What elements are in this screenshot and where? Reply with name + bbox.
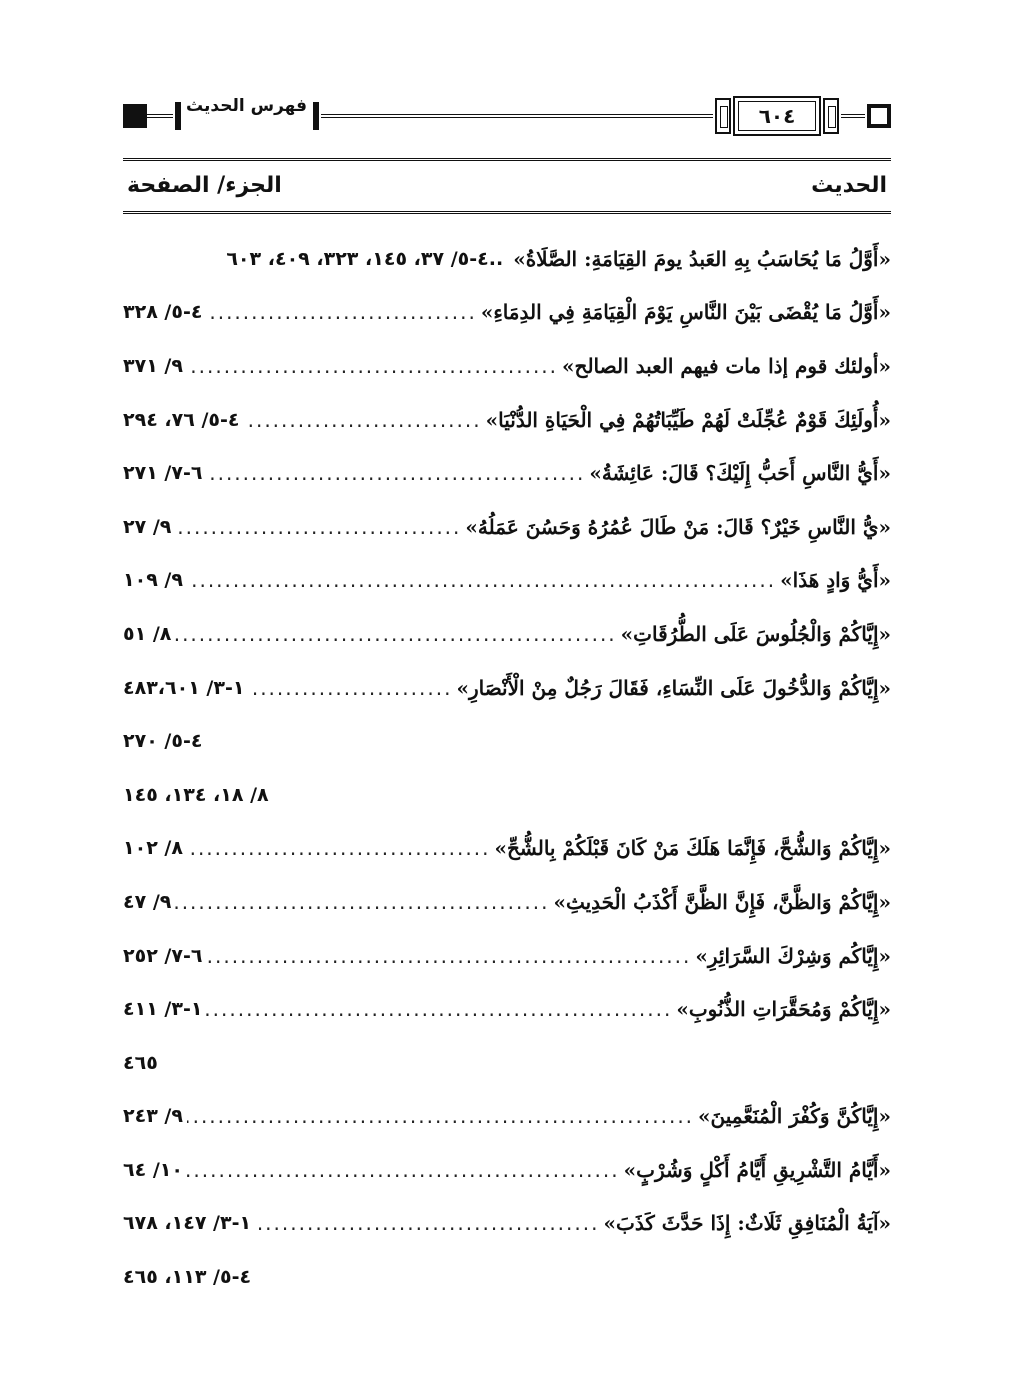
- volume-page-reference: ٤-٥/ ٧٦، ٢٩٤: [123, 408, 240, 431]
- column-volume-page-label: الجزء/ الصفحة: [127, 173, 282, 198]
- header-rule-right: [841, 114, 865, 118]
- hadith-text: «إِيَّاكُنَّ وَكُفْرَ الْمُنَعَّمِينَ»: [698, 1104, 891, 1129]
- column-hadith-label: الحديث: [811, 173, 887, 198]
- header-rule-middle: [321, 114, 713, 118]
- volume-page-reference: ٩/ ٤٧: [123, 890, 172, 913]
- index-entry: [123, 339, 891, 393]
- volume-page-reference: ٦-٧/ ٢٥٢: [123, 944, 203, 967]
- hadith-text: «أُولَئِكَ قَوْمٌ عُجِّلَتْ لَهُمْ طَيِّبَاتُهُمْ فِي الْحَيَاةِ الدُّنْيَا»: [485, 407, 891, 432]
- hadith-text: «أولئك قوم إذا مات فيهم العبد الصالح»: [562, 353, 891, 378]
- index-entry-continuation: [123, 1250, 891, 1304]
- volume-page-reference: ١-٣/ ٤١١: [123, 998, 203, 1021]
- index-entry: [123, 875, 891, 929]
- hadith-index-list: [123, 232, 891, 1304]
- index-entry: [123, 500, 891, 554]
- index-entry: [123, 661, 891, 715]
- leader-dots: [248, 677, 452, 699]
- hadith-text: «إِيَّاكُمْ وَالْجُلُوسَ عَلَى الطُّرُقَاتِ»: [620, 621, 891, 646]
- index-entry-continuation: [123, 768, 891, 822]
- index-entry: [123, 554, 891, 608]
- leader-dots: [255, 1212, 599, 1234]
- hadith-text: «إِيَّاكُمْ وَالظَّنَّ، فَإِنَّ الظَّنَّ أَكْذَبُ الْحَدِيثِ»: [553, 889, 891, 914]
- leader-dots: [206, 301, 476, 323]
- volume-page-reference: ٨/ ٥١: [123, 622, 172, 645]
- volume-page-reference: ١٠/ ٦٤: [123, 1158, 183, 1181]
- hadith-text: «إِيَّاكُمْ وَالشُّحَّ، فَإِنَّمَا هَلَكَ مَنْ كَانَ قَبْلَكُمْ بِالشُّحِّ»: [494, 836, 891, 861]
- index-entry: [123, 1090, 891, 1144]
- page-number: ٦٠٤: [758, 104, 796, 128]
- volume-page-reference: ١-٣/ ٤٨٣،٦٠١: [123, 676, 245, 699]
- header-right-block: [867, 104, 891, 128]
- index-entry-continuation: [123, 714, 891, 768]
- leader-dots: [206, 945, 691, 967]
- leader-dots: [175, 623, 616, 645]
- leader-dots: [244, 409, 482, 431]
- leader-dots: [187, 837, 491, 859]
- index-entry: [123, 232, 891, 286]
- volume-page-reference: ٤-٥/ ١١٣، ٤٦٥: [123, 1266, 252, 1289]
- page-number-box: [733, 96, 821, 136]
- header-bar-left: [175, 102, 181, 130]
- leader-dots: [175, 516, 461, 538]
- index-entry: [123, 393, 891, 447]
- index-entry: [123, 822, 891, 876]
- column-header: [123, 158, 891, 214]
- leader-dots: [187, 355, 558, 377]
- leader-dots: [206, 462, 585, 484]
- hadith-text: «أَوَّلُ مَا يُحَاسَبُ بِهِ العَبدُ يومَ القِيَامَةِ: الصَّلَاةُ»: [513, 246, 891, 271]
- volume-page-reference: ٩/ ٢٤٣: [123, 1105, 183, 1128]
- hadith-text: «يُّ النَّاسِ خَيْرٌ؟ قَالَ: مَنْ طَالَ عُمُرُهُ وَحَسُنَ عَمَلُهُ»: [465, 514, 891, 539]
- leader-dots: [187, 1105, 694, 1127]
- index-entry: [123, 1197, 891, 1251]
- hadith-text: «أَيَّامُ التَّشْرِيقِ أَيَّامُ أَكْلٍ وَشُرْبٍ»: [623, 1157, 891, 1182]
- hadith-text: «أَوَّلُ مَا يُقْضَى بَيْنَ النَّاسِ يَوْمَ الْقِيَامَةِ فِي الدِمَاءِ»: [480, 300, 891, 325]
- volume-page-reference: ٤-٥/ ٣٢٨: [123, 301, 203, 324]
- volume-page-reference: ..٤-٥/ ٣٧، ١٤٥، ٣٢٣، ٤٠٩، ٦٠٣: [226, 247, 504, 270]
- volume-page-reference: ٩/ ٣٧١: [123, 354, 183, 377]
- volume-page-reference: ٤-٥/ ٢٧٠: [123, 730, 203, 753]
- page-header: [123, 90, 891, 142]
- hadith-text: «إِيَّاكُمْ وَالدُّخُولَ عَلَى النِّسَاءِ، فَقَالَ رَجُلٌ مِنْ الْأَنْصَارِ»: [456, 675, 891, 700]
- volume-page-reference: ٩/ ١٠٩: [123, 569, 183, 592]
- leader-dots: [206, 998, 672, 1020]
- index-entry: [123, 446, 891, 500]
- leader-dots: [187, 1159, 620, 1181]
- volume-page-reference: ١-٣/ ١٤٧، ٦٧٨: [123, 1212, 252, 1235]
- hadith-text: «إِيَّاكُمْ وَمُحَقَّرَاتِ الذُّنُوبِ»: [676, 997, 891, 1022]
- volume-page-reference: ٩/ ٢٧: [123, 515, 172, 538]
- header-rule-left-short: [147, 114, 173, 118]
- index-entry: [123, 286, 891, 340]
- hadith-text: «أَيُّ النَّاسِ أَحَبُّ إِلَيْكَ؟ قَالَ: عَائِشَةُ»: [589, 461, 891, 486]
- leader-dots: [187, 569, 776, 591]
- volume-page-reference: ٨/ ١٨، ١٣٤، ١٤٥: [123, 783, 269, 806]
- volume-page-reference: ٦-٧/ ٢٧١: [123, 462, 203, 485]
- hadith-text: «أَيُّ وَادٍ هَذَا»: [780, 568, 891, 593]
- header-bar-right-of-title: [313, 102, 319, 130]
- hadith-text: «آيَةُ الْمُنَافِقِ ثَلَاثٌ: إِذَا حَدَّثَ كَذَبَ»: [603, 1211, 891, 1236]
- index-entry: [123, 929, 891, 983]
- ornament-knot-right: [823, 98, 839, 134]
- hadith-text: «إِيَّاكُم وَشِرْكَ السَّرَائِرِ»: [695, 943, 891, 968]
- index-entry-continuation: [123, 1036, 891, 1090]
- index-entry: [123, 1143, 891, 1197]
- volume-page-reference: ٨/ ١٠٢: [123, 837, 183, 860]
- ornament-knot-left: [715, 98, 731, 134]
- header-left-block: [123, 104, 147, 128]
- index-entry: [123, 982, 891, 1036]
- running-title: فهرس الحديث: [186, 96, 307, 116]
- index-entry: [123, 607, 891, 661]
- volume-page-reference: ٤٦٥: [123, 1051, 158, 1074]
- leader-dots: [175, 891, 549, 913]
